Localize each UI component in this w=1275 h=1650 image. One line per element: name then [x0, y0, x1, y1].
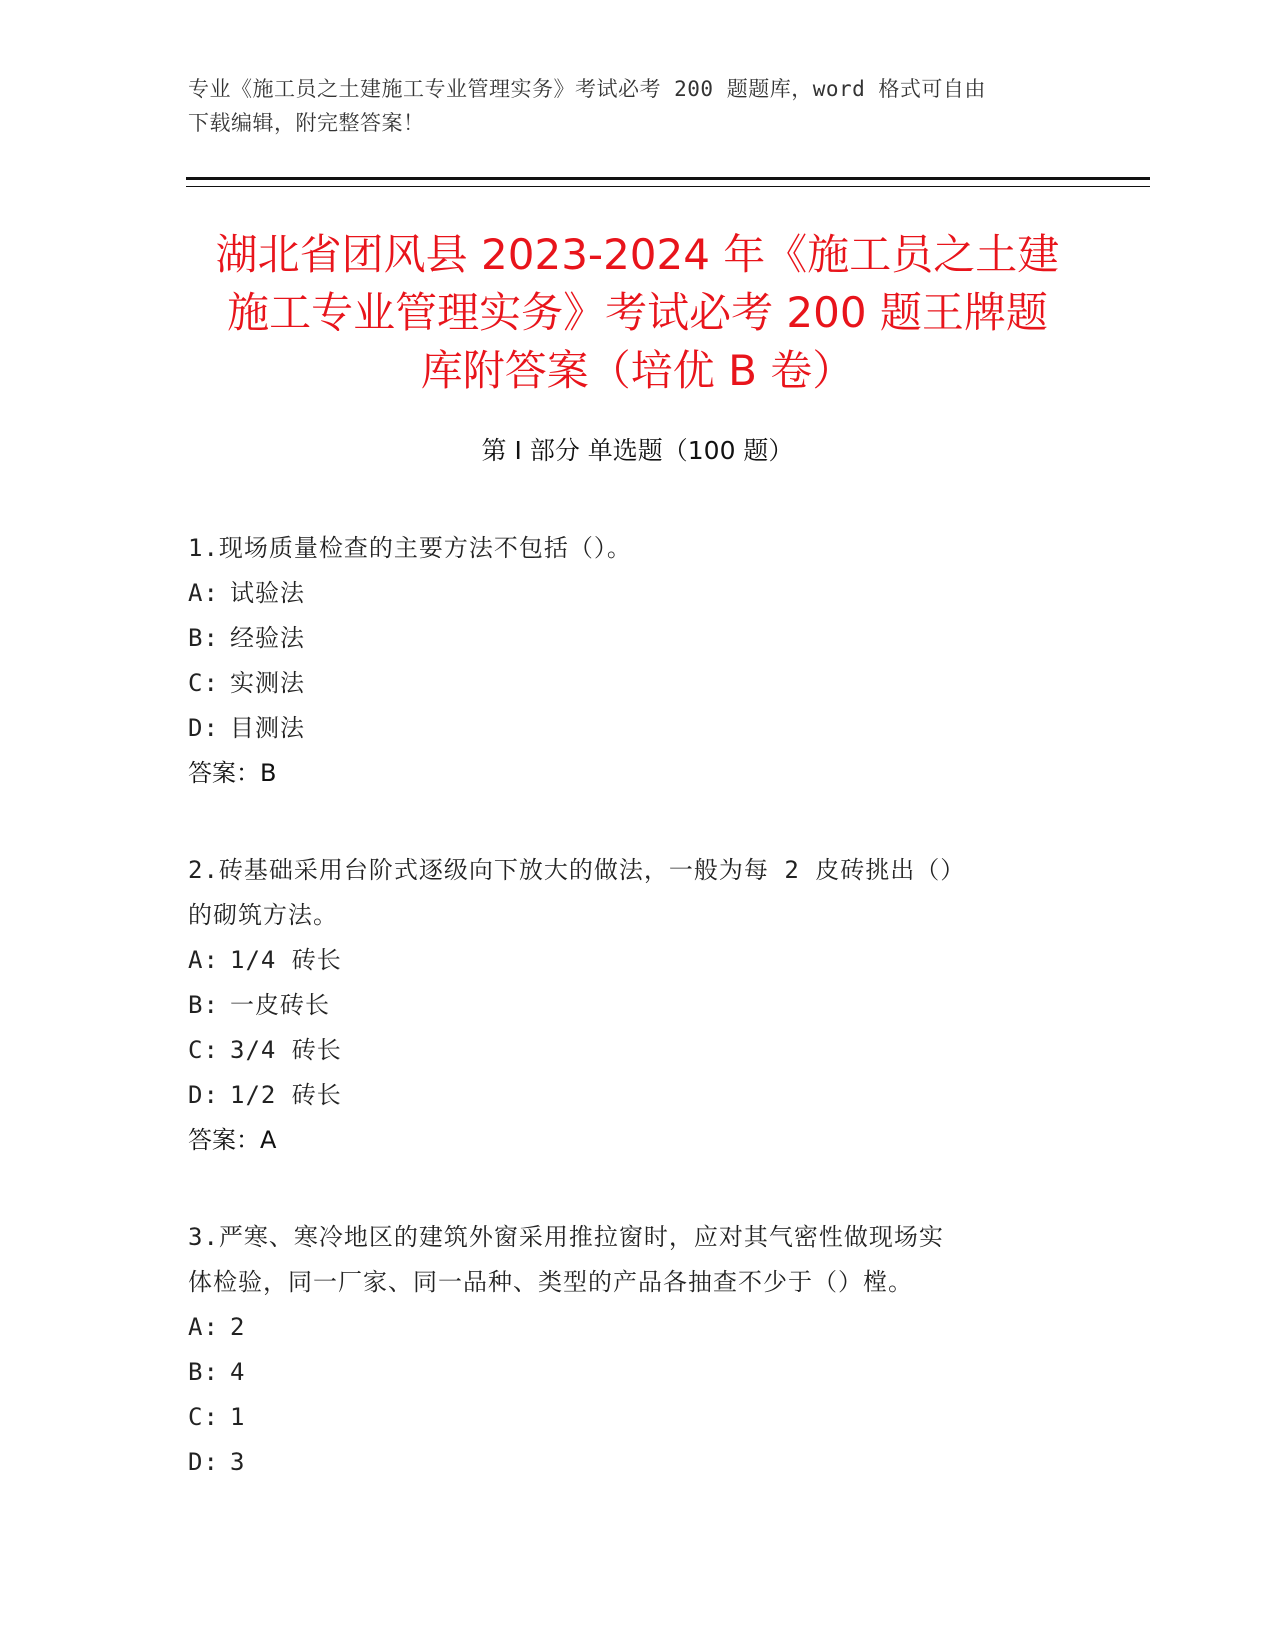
option-text: 目测法 [230, 714, 305, 742]
question-stem: 2.砖基础采用台阶式逐级向下放大的做法，一般为每 2 皮砖挑出（） [188, 856, 966, 884]
option-c [188, 1395, 1068, 1440]
option-d [188, 706, 1068, 751]
option-a [188, 938, 1068, 983]
option-letter: D: [188, 1448, 219, 1476]
title-line-1: 湖北省团风县 2023-2024 年《施工员之土建 [215, 230, 1060, 279]
header-note-line-1: 专业《施工员之土建施工专业管理实务》考试必考 200 题题库，word 格式可自由 [188, 77, 986, 101]
option-c [188, 661, 1068, 706]
section-heading: 第 I 部分 单选题（100 题） [481, 436, 794, 465]
option-letter: C: [188, 1403, 219, 1431]
question-stem: 3.严寒、寒冷地区的建筑外窗采用推拉窗时，应对其气密性做现场实 [188, 1223, 944, 1251]
option-letter: B: [188, 991, 219, 1019]
option-text: 3/4 砖长 [230, 1036, 342, 1064]
question-2 [188, 848, 1068, 1163]
option-text: 1/2 砖长 [230, 1081, 342, 1109]
option-text: 实测法 [230, 669, 305, 697]
option-text: 1/4 砖长 [230, 946, 342, 974]
option-a [188, 571, 1068, 616]
option-letter: D: [188, 714, 219, 742]
option-letter: C: [188, 1036, 219, 1064]
option-d [188, 1440, 1068, 1485]
option-letter: D: [188, 1081, 219, 1109]
answer-label: 答案：B [188, 759, 277, 787]
question-stem-continued: 的砌筑方法。 [188, 901, 338, 929]
option-b [188, 983, 1068, 1028]
option-letter: B: [188, 624, 219, 652]
question-3 [188, 1215, 1068, 1485]
question-stem-continued: 体检验，同一厂家、同一品种、类型的产品各抽查不少于（）樘。 [188, 1268, 913, 1296]
question-1 [188, 526, 1068, 796]
option-letter: B: [188, 1358, 219, 1386]
option-b [188, 616, 1068, 661]
option-text: 1 [230, 1403, 246, 1431]
question-stem: 1.现场质量检查的主要方法不包括（）。 [188, 534, 632, 562]
option-letter: A: [188, 579, 219, 607]
question-list [188, 526, 1068, 1537]
answer-label: 答案：A [188, 1126, 277, 1154]
header-note [188, 72, 1088, 140]
option-text: 试验法 [230, 579, 305, 607]
option-text: 2 [230, 1313, 246, 1341]
option-a [188, 1305, 1068, 1350]
document-title [150, 226, 1125, 400]
header-rule-thick [186, 177, 1150, 180]
title-line-2: 施工专业管理实务》考试必考 200 题王牌题 [227, 288, 1048, 337]
option-c [188, 1028, 1068, 1073]
option-letter: A: [188, 1313, 219, 1341]
option-text: 4 [230, 1358, 246, 1386]
option-d [188, 1073, 1068, 1118]
option-text: 经验法 [230, 624, 305, 652]
option-letter: A: [188, 946, 219, 974]
header-note-line-2: 下载编辑，附完整答案！ [188, 111, 425, 135]
option-b [188, 1350, 1068, 1395]
option-letter: C: [188, 669, 219, 697]
option-text: 3 [230, 1448, 246, 1476]
option-text: 一皮砖长 [230, 991, 330, 1019]
title-line-3: 库附答案（培优 B 卷） [420, 346, 855, 395]
header-rule-thin [186, 186, 1150, 187]
